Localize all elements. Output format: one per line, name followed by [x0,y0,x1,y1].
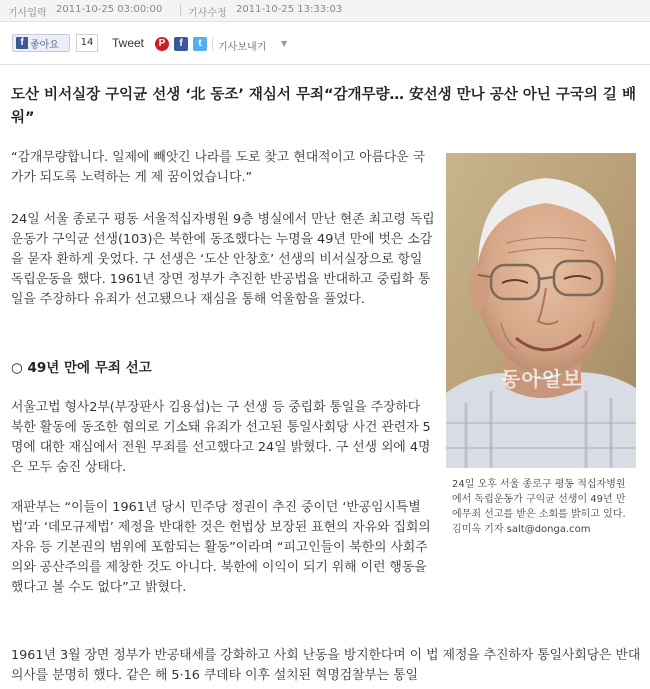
pinterest-icon[interactable]: P [155,37,169,51]
edit-date-label: 기사수정 [188,8,227,19]
like-count: 14 [76,34,98,52]
share-divider [212,37,213,51]
input-date: 2011-10-25 03:00:00 [56,4,163,15]
facebook-share-icon[interactable]: f [174,37,188,51]
tweet-button[interactable]: Tweet [112,36,145,50]
article-paragraph: “감개무량합니다. 일제에 빼앗긴 나라를 도로 찾고 현대적이고 아름다운 국가가 되도록 노력하는 게 제 꿈이었습니다.” [11,150,426,185]
twitter-share-icon[interactable]: t [193,37,207,51]
article-meta-bar [0,0,650,22]
article-paragraph: 서울고법 형사2부(부장판사 김용섭)는 구 선생 등 중립화 통일을 주장하다 북한 활동에 동조한 혐의로 기소돼 유죄가 선고된 통일사회당 사건 관련자 5명에 대한 재심에서 전원 무죄를 선고했다고 24일 밝혔다. 구 선생 외에 4명은 모두 숨진 상태다. [11,400,431,475]
article-paragraph: 1961년 3월 장면 정부가 반공태세를 강화하고 사회 난동을 방지한다며 이 법 제정을 추진하자 통일사회당은 반대의사를 분명히 했다. 같은 해 5·16 쿠데타 이후 설치된 혁명검찰부는 통일 [11,648,641,683]
portrait-image [446,153,636,468]
article-subheading: ○ 49년 만에 무죄 선고 [11,360,152,376]
photo-watermark: 동아일보 [501,367,583,391]
header-divider [0,64,650,65]
input-date-label: 기사입력 [8,8,47,19]
facebook-icon: f [16,37,28,49]
article-paragraph: 24일 서울 종로구 평동 서울적십자병원 9층 병실에서 만난 현존 최고령 독립운동가 구익균 선생(103)은 북한에 동조했다는 누명을 49년 만에 벗은 소감을 묻자 환하게 웃었다. 구 선생은 ‘도산 안창호’ 선생의 비서실장으로 항일 독립운동을 했다. 1961년 장면 정부가 추진한 반공법을 반대하고 중립화 통일을 주장하다 유죄가 선고됐으나 재심을 통해 억울함을 풀었다. [11,212,435,307]
meta-divider [180,4,181,16]
facebook-like-button[interactable] [12,34,70,52]
photo-caption: 24일 오후 서울 종로구 평동 적십자병원에서 독립운동가 구익균 선생이 49년 만에무죄 선고를 받은 소회를 밝히고 있다. 김미옥 기자 salt@donga.com [452,479,626,535]
chevron-down-icon[interactable]: ▼ [281,39,288,48]
article-headline: 도산 비서실장 구익균 선생 ‘北 동조’ 재심서 무죄“감개무량… 安선생 만나 공산 아닌 구국의 길 배워” [11,87,636,126]
article-photo [446,153,636,468]
edit-date: 2011-10-25 13:33:03 [236,4,343,15]
article-paragraph: 재판부는 “이들이 1961년 당시 민주당 정권이 추진 중이던 ‘반공임시특별법’과 ‘데모규제법’ 제정을 반대한 것은 헌법상 보장된 표현의 자유와 집회의 자유 등 기본권의 범위에 포함되는 활동”이라며 “피고인들이 북한의 사회주의와 공산주의를 제창한 것도 아니다. 북한에 이익이 되기 위해 이런 행동을 했다고 볼 수도 없다”고 밝혔다. [11,500,431,595]
like-label: 좋아요 [30,39,59,51]
send-article-button[interactable]: 기사보내기 [218,42,267,53]
